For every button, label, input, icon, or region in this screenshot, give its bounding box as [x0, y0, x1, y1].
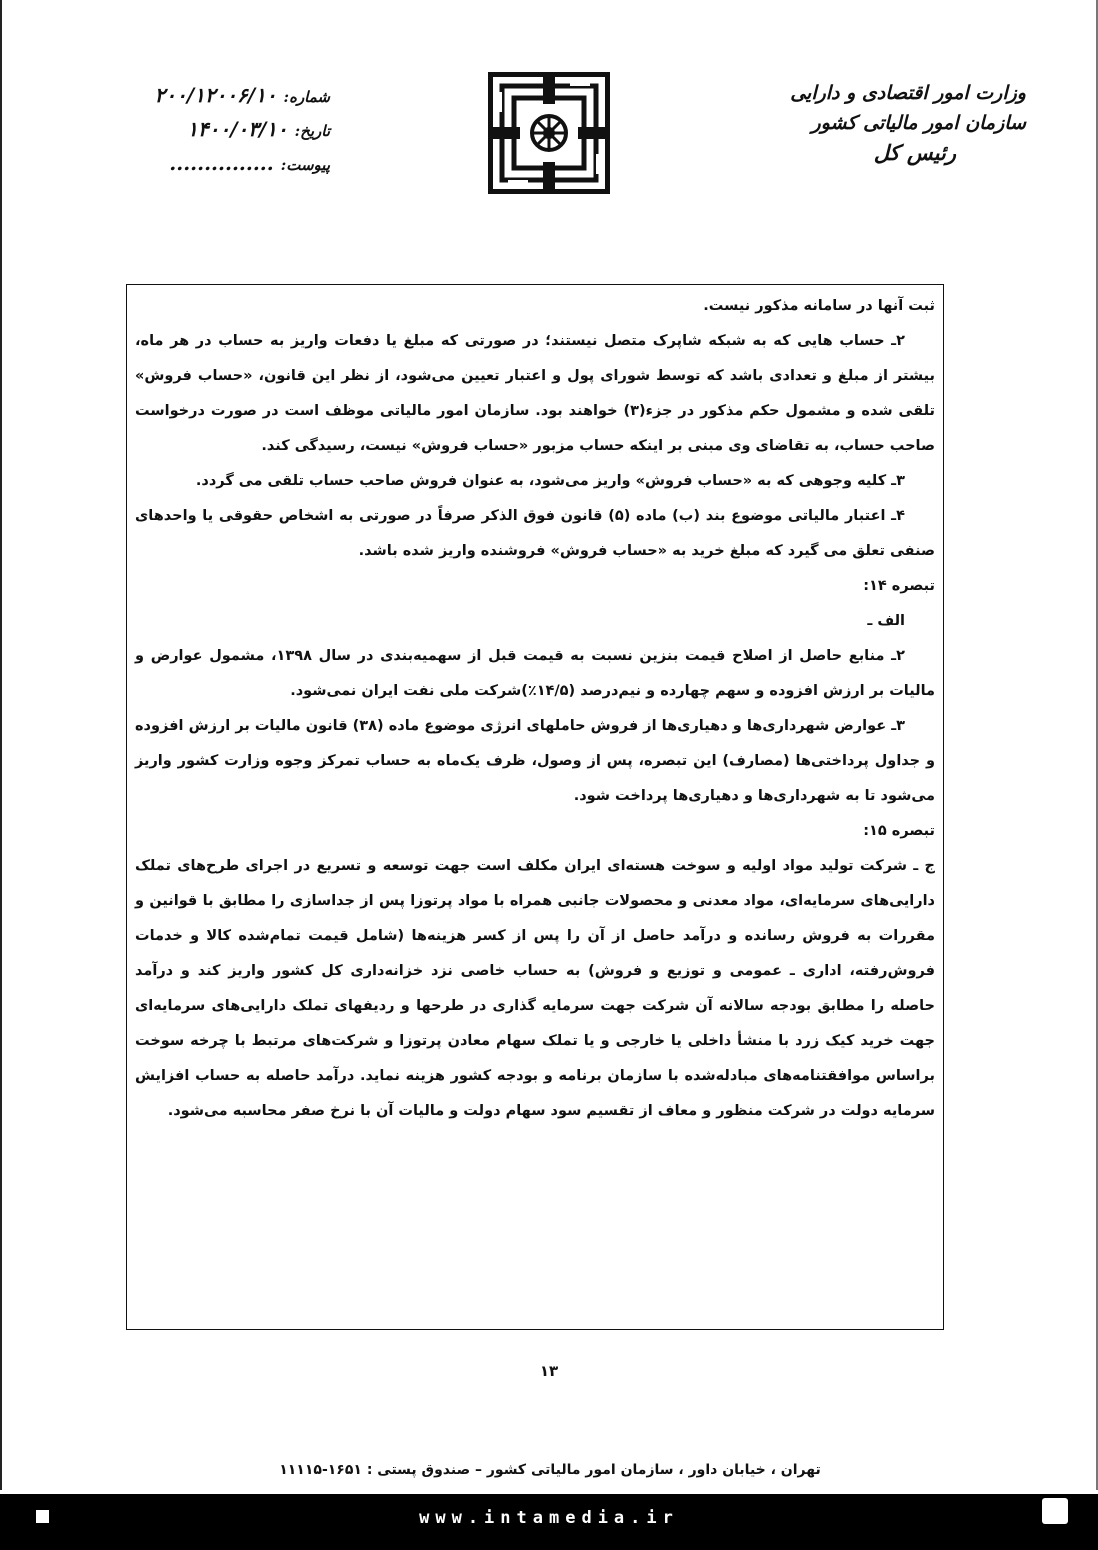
- body-paragraph: ۲ـ حساب هایی که به شبکه شاپرک متصل نیستند؛ در صورتی که مبلغ یا دفعات واریز به حساب در هر ماه، بیشتر از مبلغ و تعدادی باشد که توسط شورای پول و اعتبار تعیین می‌شود، از نظر این قانون، «حساب فروش» تلقی شده و مشمول حکم مذکور در جزء(۳) خواهند بود. سازمان امور مالیاتی موظف است در صورت درخواست صاحب حساب، به تقاضای وی مبنی بر اینکه حساب مزبور «حساب فروش» نیست، رسیدگی کند.: [135, 333, 935, 454]
- body-paragraph: ۳ـ عوارض شهرداری‌ها و دهیاری‌ها از فروش حاملهای انرژی موضوع ماده (۳۸) قانون مالیات بر ارزش افزوده و جداول پرداختی‌ها (مصارف) این تبصره، پس از وصول، ظرف یک‌ماه به حساب تمرکز وجوه وزارت کشور واریز می‌شود تا به شهرداری‌ها و دهیاری‌ها پرداخت شود.: [135, 718, 935, 804]
- letter-date-label: تاریخ:: [294, 122, 330, 140]
- ministry-name: وزارت امور اقتصادی و دارایی: [790, 82, 1026, 104]
- body-paragraph: ثبت آنها در سامانه مذکور نیست.: [703, 298, 935, 314]
- organization-emblem-icon: [488, 72, 610, 194]
- letter-reference-block: [100, 78, 330, 180]
- body-paragraph: ۳ـ کلیه وجوهی که به «حساب فروش» واریز می‌شود، به عنوان فروش صاحب حساب تلقی می گردد.: [195, 473, 905, 489]
- letter-attachment-row: [100, 146, 330, 180]
- footer-logo-icon: [1042, 1498, 1068, 1524]
- footer-address: تهران ، خیابان داور ، سازمان امور مالیاتی کشور – صندوق پستی : ۱۶۵۱-۱۱۱۱۵: [279, 1462, 821, 1478]
- letter-date-row: [100, 112, 330, 146]
- letterhead-issuer: [726, 78, 1026, 168]
- letter-number-row: [100, 78, 330, 112]
- page-number: ۱۳: [539, 1362, 559, 1380]
- subsection-heading: الف ـ: [867, 613, 905, 629]
- letter-number-label: شماره:: [283, 88, 330, 106]
- scan-edge-left: [0, 0, 2, 1490]
- letter-number-value: ۲۰۰/۱۲۰۰۶/۱۰: [154, 83, 277, 107]
- body-paragraph: ج ـ شرکت تولید مواد اولیه و سوخت هسته‌ای ایران مکلف است جهت توسعه و تسریع در اجرای طرح‌های تملک دارایی‌های سرمایه‌ای، مواد معدنی و محصولات جانبی همراه با مواد پرتوزا پس از جداسازی را مطابق با قوانین و مقررات به فروش رسانده و درآمد حاصل از آن را پس از کسر هزینه‌ها (شامل قیمت تمام‌شده کالا و خدمات فروش‌رفته، اداری ـ عمومی و توزیع و فروش) به حساب خاصی نزد خزانه‌داری کل کشور واریز کند و درآمد حاصله را مطابق بودجه سالانه آن شرکت جهت سرمایه گذاری در طرحها و ردیفهای تملک دارایی‌های سرمایه‌ای جهت خرید کیک زرد با منشأ داخلی یا خارجی و یا تملک سهام معادن پرتوزا و شرکت‌های مرتبط با چرخه سوخت براساس موافقتنامه‌های مبادله‌شده با سازمان برنامه و بودجه کشور هزینه نماید. درآمد حاصله به حساب افزایش سرمایه دولت در شرکت منظور و معاف از تقسیم سود سهام دولت و مالیات آن با نرخ صفر محاسبه می‌شود.: [135, 858, 935, 1119]
- section-heading: تبصره ۱۴:: [863, 578, 935, 594]
- footer-website: www.intamedia.ir: [419, 1508, 679, 1528]
- section-heading: تبصره ۱۵:: [863, 823, 935, 839]
- organization-name: سازمان امور مالیاتی کشور: [811, 112, 1026, 134]
- chief-title: رئیس کل: [873, 140, 956, 165]
- letter-attachment-value: ...............: [169, 151, 274, 175]
- letter-attachment-label: پیوست:: [280, 156, 330, 174]
- letter-date-value: ۱۴۰۰/۰۳/۱۰: [187, 117, 288, 141]
- letter-body-frame: [126, 284, 944, 1330]
- body-paragraph: ۴ـ اعتبار مالیاتی موضوع بند (ب) ماده (۵) قانون فوق الذکر صرفاً در صورتی به اشخاص حقوقی یا واحدهای صنفی تعلق می گیرد که مبلغ خرید به «حساب فروش» فروشنده واریز شده باشد.: [135, 508, 935, 559]
- body-paragraph: ۲ـ منابع حاصل از اصلاح قیمت بنزین نسبت به قیمت قبل از سهمیه‌بندی در سال ۱۳۹۸، مشمول عوارض و مالیات بر ارزش افزوده و سهم چهارده و نیم‌درصد (۱۴/۵٪)شرکت ملی نفت ایران نمی‌شود.: [135, 648, 935, 699]
